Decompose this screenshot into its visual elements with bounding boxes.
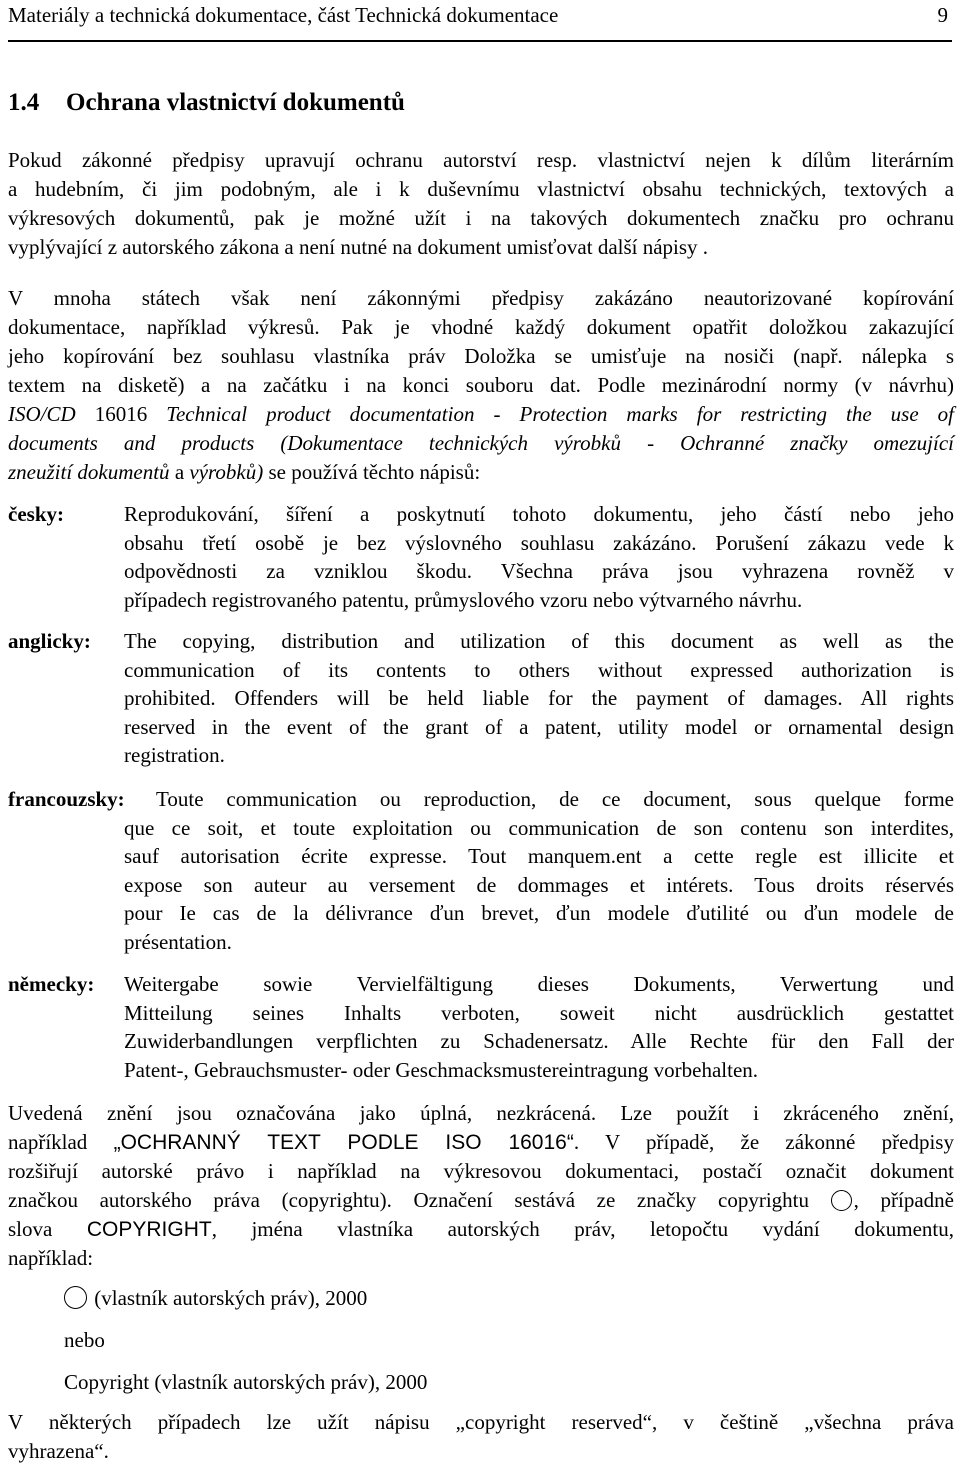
paragraph-line: [8, 1186, 954, 1215]
paragraph-line: rozšiřují autorské právo i například na výkresovou dokumentaci, postačí označit dokument: [8, 1159, 954, 1183]
text-run: dokumentace, například výkresů.: [8, 315, 320, 339]
page-header: [8, 0, 952, 42]
section-number: 1.4: [8, 89, 40, 116]
paragraph-short-forms: [8, 1099, 954, 1273]
text-run: a: [169, 460, 190, 484]
standard-title-cont: výrobků): [189, 460, 264, 484]
copyright-symbol-icon: [831, 1190, 852, 1211]
notice-line: Toute communication ou reproduction, de ce document, sous quelque forme: [156, 787, 954, 811]
section-heading: [8, 86, 405, 120]
text-run: slova: [8, 1217, 87, 1241]
example-copyright-mark: [64, 1284, 367, 1312]
short-notice-example: „OCHRANNÝ TEXT PODLE ISO 16016“: [113, 1131, 574, 1154]
example-or: nebo: [64, 1328, 105, 1352]
paragraph-intro: [8, 146, 954, 262]
paragraph-line: Uvedená znění jsou označována jako úplná, nezkrácená. Lze použít i zkráceného znění,: [8, 1101, 954, 1125]
notice-line: que ce soit, et toute exploitation ou communication de son contenu son interdites,: [124, 815, 954, 840]
notice-line: présentation.: [124, 929, 232, 954]
text-run: Pak je vhodné každý dokument opatřit doložkou zakazující: [319, 315, 954, 339]
paragraph-line: výkresových dokumentů, pak je možné užít i na takových dokumentech značku pro ochranu: [8, 206, 954, 230]
paragraph-line: vyplývající z autorského zákona a není nutné na dokument umisťovat další nápisy .: [8, 235, 709, 259]
notice-line: případech registrovaného patentu, průmyslového vzoru nebo výtvarného návrhu.: [124, 587, 803, 612]
notice-text: [8, 785, 954, 956]
copyright-symbol-icon: [64, 1286, 87, 1309]
notice-line: pour Ie cas de la délivrance ďun brevet, ďun modele ďutilité ou ďun modele de: [124, 901, 954, 925]
copyright-word: COPYRIGHT: [86, 1218, 212, 1241]
paragraph-closing: [8, 1408, 954, 1466]
notice-line: sauf autorisation écrite expresse. Tout manquem.ent a cette regle est illicite et: [124, 844, 954, 868]
notice-line: registration.: [124, 743, 225, 767]
example-text: (vlastník autorských práv), 2000: [94, 1286, 368, 1310]
paragraph-line: [8, 429, 954, 458]
notice-line: communication of its contents to others without expressed authorization is: [124, 657, 954, 682]
paragraph-line: textem na disketě) a na začátku i na konci souboru dat. Podle mezinárodní normy (v návrhu): [8, 373, 954, 397]
notice-line: expose son auteur au versement de dommages et intérets. Tous droits réservés: [124, 872, 954, 897]
paragraph-line: vyhrazena“.: [8, 1439, 109, 1463]
text-run: . V případě, že zákonné předpisy: [573, 1130, 954, 1154]
paragraph-line: V mnoha státech však není zákonnými předpisy zakázáno neautorizované kopírování: [8, 286, 954, 310]
text-run: , případně: [853, 1188, 954, 1212]
paragraph-line: například:: [8, 1246, 94, 1270]
notice-line: Zuwiderbandlungen verpflichten zu Schadenersatz. Alle Rechte für den Fall der: [124, 1029, 954, 1053]
standard-code: ISO/CD: [8, 402, 76, 426]
paragraph-line: [8, 1128, 954, 1157]
section-title: Ochrana vlastnictví dokumentů: [66, 89, 405, 116]
notice-text: [124, 970, 954, 1084]
text-run: značkou autorského práva (copyrightu). Označení sestává ze značky copyrightu: [8, 1188, 831, 1212]
standard-title-cont: documents and products (Dokumentace technických výrobků - Ochranné značky omezující: [8, 431, 954, 455]
example-copyright-word: Copyright (vlastník autorských práv), 2000: [64, 1370, 428, 1394]
notice-line: obsahu třetí osobě je bez výslovného souhlasu zakázáno. Porušení zákazu vede k: [124, 530, 954, 555]
notice-text: [124, 500, 954, 614]
page-number: 9: [937, 3, 948, 27]
notice-line: reserved in the event of the grant of a patent, utility model or ornamental design: [124, 714, 954, 739]
language-label: francouzsky:: [8, 787, 125, 811]
notice-line: Mitteilung seines Inhalts verboten, soweit nicht ausdrücklich gestattet: [124, 1000, 954, 1025]
notice-line: prohibited. Offenders will be held liable for the payment of damages. All rights: [124, 686, 954, 710]
text-run: 16016: [75, 402, 167, 426]
header-title: Materiály a technická dokumentace, část Technická dokumentace: [8, 3, 559, 27]
paragraph-copying: [8, 284, 954, 487]
language-label: anglicky:: [8, 629, 91, 653]
standard-title: Technical product documentation - Protection marks for restricting the use of: [166, 402, 954, 426]
notice-line: Reprodukování, šíření a poskytnutí tohoto dokumentu, jeho částí nebo jeho: [124, 502, 954, 526]
notice-line: odpovědnosti za vzniklou škodu. Všechna práva jsou vyhrazena rovněž v: [124, 559, 954, 583]
notice-line: Weitergabe sowie Vervielfältigung dieses Dokuments, Verwertung und: [124, 972, 954, 996]
notice-line: Patent-, Gebrauchsmuster- oder Geschmacksmustereintragung vorbehalten.: [124, 1057, 759, 1082]
language-label: německy:: [8, 972, 95, 996]
paragraph-line: a hudebním, či jim podobným, ale i k duševnímu vlastnictví obsahu technických, textových a: [8, 177, 954, 201]
paragraph-line: [8, 313, 954, 342]
standard-title-cont: zneužití dokumentů: [8, 460, 170, 484]
text-run: se používá těchto nápisů:: [263, 460, 481, 484]
paragraph-line: V některých případech lze užít nápisu „copyright reserved“, v češtině „všechna práva: [8, 1410, 954, 1434]
text-run: například: [8, 1130, 114, 1154]
paragraph-line: [8, 458, 954, 487]
notice-czech: [8, 500, 954, 616]
notice-text: [124, 627, 954, 770]
notice-french: [8, 785, 954, 957]
paragraph-line: [8, 400, 954, 429]
notice-line: The copying, distribution and utilization of this document as well as the: [124, 629, 954, 653]
language-label: česky:: [8, 502, 64, 526]
text-run: , jména vlastníka autorských práv, letopočtu vydání dokumentu,: [211, 1217, 955, 1241]
paragraph-line: [8, 1215, 954, 1244]
paragraph-line: jeho kopírování bez souhlasu vlastníka práv Doložka se umisťuje na nosiči (např. nálepka s: [8, 344, 954, 368]
notice-english: [8, 627, 954, 772]
notice-german: [8, 970, 954, 1086]
paragraph-line: Pokud zákonné předpisy upravují ochranu autorství resp. vlastnictví nejen k dílům literárním: [8, 148, 954, 172]
